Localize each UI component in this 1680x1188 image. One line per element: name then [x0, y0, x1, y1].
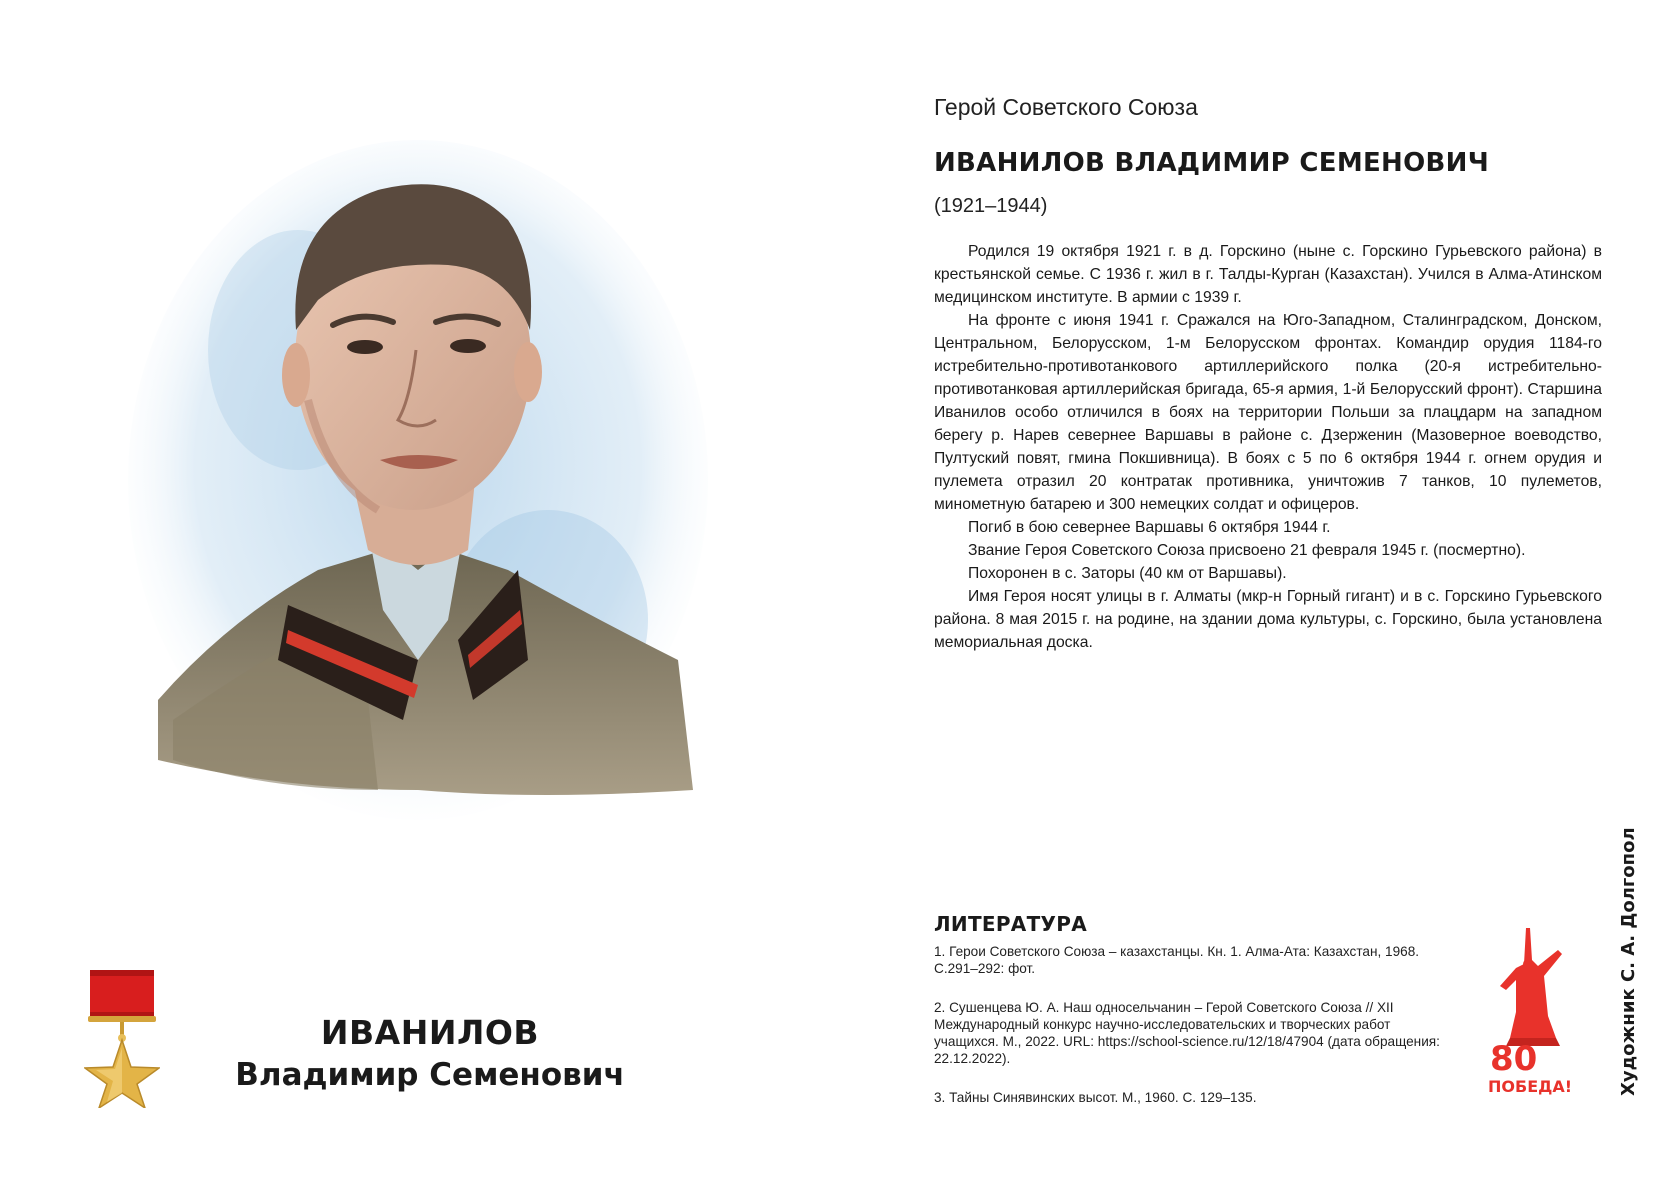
literature-item: 2. Сушенцева Ю. А. Наш односельчанин – Герой Советского Союза // XII Международный конкурс научно-исследовательских и творческих работ учащихся. М., 2022. URL: https://school-science.ru/12/18/47904 (дата обращения: 22.12.2022).	[934, 1000, 1440, 1066]
bio-paragraph: Похоронен в с. Заторы (40 км от Варшавы).	[968, 565, 1287, 582]
bio-paragraph: Звание Героя Советского Союза присвоено 21 февраля 1945 г. (посмертно).	[968, 542, 1526, 559]
logo-caption: ПОБЕДА!	[1488, 1077, 1573, 1096]
hero-full-name: ИВАНИЛОВ ВЛАДИМИР СЕМЕНОВИЧ	[934, 148, 1490, 178]
bio-paragraph: Погиб в бою севернее Варшавы 6 октября 1944 г.	[968, 519, 1331, 536]
literature-list	[934, 943, 1454, 1128]
literature-heading: ЛИТЕРАТУРА	[934, 912, 1087, 936]
artist-credit: Художник С. А. Долгопол	[1618, 827, 1639, 1096]
bio-paragraph: Имя Героя носят улицы в г. Алматы (мкр-н Горный гигант) и в с. Горскино Гурьевского района. 8 мая 2015 г. на родине, на здании дома культуры, с. Горскино, была установлена мемориальная доска.	[934, 588, 1602, 651]
logo-number: 80	[1490, 1039, 1538, 1079]
literature-item: 1. Герои Советского Союза – казахстанцы. Кн. 1. Алма-Ата: Казахстан, 1968. С.291–292: фот.	[934, 944, 1420, 976]
left-given-names: Владимир Семенович	[235, 1057, 625, 1093]
left-name-block	[200, 1012, 660, 1096]
hero-years: (1921–1944)	[934, 195, 1048, 217]
literature-item: 3. Тайны Синявинских высот. М., 1960. С. 129–135.	[934, 1090, 1257, 1105]
bio-paragraph: Родился 19 октября 1921 г. в д. Горскино (ныне с. Горскино Гурьевского района) в крестьянской семье. С 1936 г. жил в г. Талды-Курган (Казахстан). Учился в Алма-Атинском медицинском институте. В армии с 1939 г.	[934, 243, 1602, 306]
left-surname: ИВАНИЛОВ	[320, 1013, 540, 1052]
biography	[934, 240, 1602, 654]
hero-status: Герой Советского Союза	[934, 94, 1198, 120]
hero-portrait	[118, 100, 728, 900]
gold-star-medal-icon	[84, 968, 160, 1108]
victory-80-logo	[1486, 920, 1576, 1100]
bio-paragraph: На фронте с июня 1941 г. Сражался на Юго-Западном, Сталинградском, Донском, Центральном, Белорусском, 1-м Белорусском фронтах. Командир орудия 1184-го истребительно-противотанкового артиллерийского полка (20-я истребительно-противотанковая артиллерийская бригада, 65-я армия, 1-й Белорусский фронт). Старшина Иванилов особо отличился в боях на территории Польши за плацдарм на западном берегу р. Нарев севернее Варшавы в районе с. Дзерженин (Мазоверное воеводство, Пултуский повят, гмина Покшивница). В боях с 5 по 6 октября 1944 г. огнем орудия и пулемета отразил 20 контратак противника, уничтожив 7 танков, 10 пулеметов, минометную батарею и 300 немецких солдат и офицеров.	[934, 312, 1602, 513]
